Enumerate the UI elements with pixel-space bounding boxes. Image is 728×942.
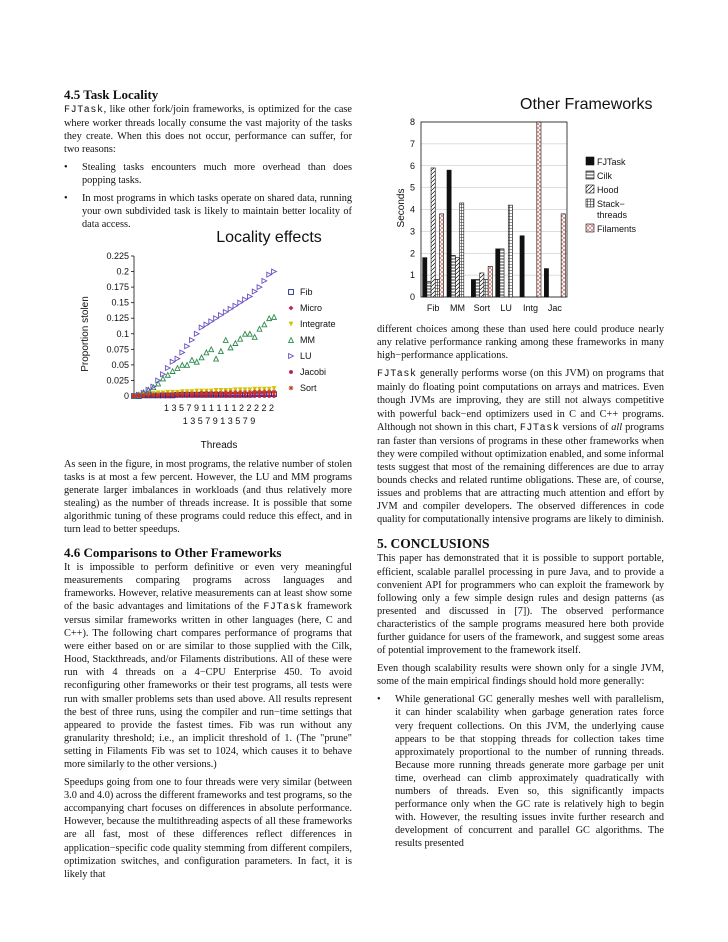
legend-entry [289, 383, 317, 393]
left-column-continued [64, 458, 352, 886]
data-point [257, 285, 262, 290]
data-point [243, 331, 248, 336]
comparisons-para-2: Speedups going from one to four threads were very similar (between 3.0 and 4.0) across the different frameworks and test programs, so the accompanying chart focuses on differences in absolute performance. However, because the multithreading aspects of all these frameworks are all fast, most of these differences reflect differences in application−specific code quality stemming from different compilers, optimization switches, and configuration parameters. In fact, it is likely that [64, 777, 352, 880]
y-tick-label: 7 [409, 138, 415, 149]
data-point [156, 392, 161, 397]
y-tick-label: 0.225 [106, 251, 129, 261]
data-point [223, 338, 228, 343]
emphasis: all [611, 421, 623, 433]
category-label: MM [450, 303, 465, 313]
data-point [194, 359, 199, 364]
data-point [204, 390, 209, 395]
legend-entry [586, 157, 626, 167]
chart-title: Other Frameworks [520, 96, 653, 113]
data-point [136, 393, 141, 398]
data-point [170, 392, 175, 397]
bar [435, 280, 439, 298]
code-fjtask: FJTask [64, 105, 104, 116]
comparisons-para-3: different choices among these than used here could produce nearly any relative performance ranking among these frameworks in many high−performance applications. [377, 324, 664, 362]
legend-label: Sort [300, 383, 317, 393]
bar [476, 280, 480, 298]
data-point [289, 370, 293, 374]
data-point [262, 394, 266, 398]
y-axis-label: Proportion stolen [80, 296, 91, 372]
bar [488, 266, 492, 297]
data-point [289, 290, 294, 295]
legend-swatch [586, 185, 594, 193]
data-point [175, 356, 180, 361]
section-heading-conclusions: 5. CONCLUSIONS [377, 536, 490, 552]
data-point [289, 306, 294, 311]
data-point [214, 390, 219, 395]
other-frameworks-chart [380, 90, 680, 322]
data-point [146, 392, 151, 397]
data-point [228, 345, 233, 350]
text-run: It is impossible to perform definitive or even very meaningful measurements comparing programs across languages and frameworks. However, relative measurements can at least show some of the basic advantages and limitations of the [64, 561, 352, 612]
comparisons-para-1 [64, 561, 352, 772]
conclusions-para-1: This paper has demonstrated that it is possible to support portable, efficient, scalable parallel processing in pure Java, and to provide a convenient API for programmers who can exploit the framework by following only a few simple design rules and design patterns (as presented and discussed in [7]). The observed performance characteristics of the sample programs measured here both provide further guidance for users of the framework, and suggest some areas of potential improvement to the framework itself. [377, 553, 664, 657]
data-point [180, 362, 185, 367]
conclusions-bullets [377, 693, 664, 850]
data-point [238, 300, 243, 305]
bullet-item: • In most programs in which tasks operate on shared data, running your own subdivided task is likely to maintain better locality of data access. [64, 192, 352, 231]
category-label: LU [500, 303, 512, 313]
data-point [161, 392, 166, 397]
section-heading-comparisons: 4.6 Comparisons to Other Frameworks [64, 544, 282, 560]
data-point [214, 316, 219, 321]
y-tick-label: 0.1 [116, 328, 129, 339]
data-point [218, 349, 223, 354]
data-point [190, 358, 195, 363]
bar [451, 255, 455, 297]
legend-label: Micro [300, 303, 322, 313]
legend-swatch [586, 157, 594, 165]
data-point [289, 322, 294, 327]
data-point [272, 269, 277, 274]
category-label: Fib [426, 303, 440, 313]
data-point [141, 393, 146, 398]
legend-label: FJTask [597, 157, 626, 167]
legend-label: LU [300, 351, 312, 361]
bar [471, 280, 475, 298]
data-point [233, 303, 238, 308]
data-point [257, 389, 262, 394]
y-tick-label: 0 [123, 391, 129, 401]
data-point [253, 394, 257, 398]
data-point [262, 322, 267, 327]
data-point [252, 289, 257, 294]
legend-label: Jacobi [300, 367, 327, 377]
data-point [252, 389, 257, 394]
legend-entry [586, 171, 612, 181]
bar [480, 273, 484, 297]
y-tick-label: 3 [409, 226, 415, 237]
data-point [175, 392, 180, 397]
y-tick-label: 1 [409, 270, 415, 281]
x-axis-label: Threads [200, 440, 238, 451]
data-point [247, 294, 252, 299]
data-point [238, 336, 243, 341]
code-fjtask: FJTask [377, 369, 417, 381]
section-heading-task-locality: 4.5 Task Locality [64, 87, 159, 102]
text-run: generally performs worse (on this JVM) on programs that mainly do floating point computations on arrays and matrices. Even though JVMs are improving, they are still not always competitive with powerful back−end optimizers used in C and C++ programs. Although not shown in this chart, [377, 368, 664, 433]
locality-discussion: As seen in the figure, in most programs, the relative number of stolen tasks is at most a few percent. However, the LU and MM programs generate larger imbalances in workloads (and thus relatively more stealing) as the number of threads increase. It is possible that some algorithmic tuning of these programs could reduce this effect, and in turn lead to better speedups. [64, 459, 352, 536]
legend-entry [289, 287, 313, 297]
data-point [243, 390, 248, 395]
bar [544, 269, 548, 297]
data-point [257, 326, 262, 331]
category-label: Intg [522, 303, 539, 313]
y-axis-label: Seconds [396, 188, 407, 228]
legend-entry [586, 199, 628, 220]
data-point [199, 390, 204, 395]
y-tick-label: 8 [409, 117, 415, 127]
data-point [262, 389, 267, 394]
bar [447, 170, 451, 297]
bar [496, 249, 500, 297]
y-tick-label: 0.15 [111, 297, 129, 308]
data-point [175, 366, 180, 371]
data-point [218, 313, 223, 318]
data-point [209, 347, 214, 352]
data-point [161, 376, 166, 381]
bullet-item: • Stealing tasks encounters much more overhead than does popping tasks. [64, 161, 352, 187]
legend-swatch [586, 171, 594, 179]
data-point [199, 325, 204, 330]
category-label: Sort [473, 303, 491, 313]
data-point [161, 372, 166, 377]
x-tick-row-1: 1 3 5 7 9 1 1 1 1 1 2 2 2 2 2 [163, 403, 275, 413]
data-point [209, 390, 214, 395]
legend-entry [289, 303, 322, 313]
data-point [247, 390, 252, 395]
bullet-item: • While generational GC generally meshes well with parallelism, it can hinder scalability when garbage generation rates force very frequent collections. On this JVM, the underlying cause appears to be that stopping threads for collection takes time approximately proportional to the number of running threads. Because more running threads generate more garbage per unit time, overhead can climb approximately quadratically with numbers of threads. Even so, this significantly impacts performance only when the GC rate is relatively high to begin with. However, the resulting issues invite further research and development of concurrent and parallel GC algorithms. The results presented [377, 693, 664, 850]
right-column [377, 323, 664, 854]
bar [537, 122, 541, 297]
locality-bullets [64, 161, 352, 230]
data-point [267, 272, 272, 277]
text-run: versions of [559, 421, 612, 433]
legend-label: Hood [597, 185, 619, 195]
y-tick-label: 2 [409, 248, 415, 259]
bar [423, 258, 427, 297]
legend-label: MM [300, 335, 315, 345]
data-point [228, 390, 233, 395]
bar [455, 258, 459, 297]
legend-swatch [586, 224, 594, 232]
data-point [214, 356, 219, 361]
code-fjtask: FJTask [519, 422, 560, 434]
left-column [64, 87, 352, 235]
comparisons-para-4 [377, 367, 664, 526]
data-point [272, 389, 277, 394]
data-point [233, 390, 238, 395]
legend-label: Stack− threads [597, 199, 628, 220]
legend-entry [289, 367, 326, 377]
data-point [289, 338, 294, 343]
bar [427, 282, 431, 297]
data-point [289, 354, 294, 359]
data-point [262, 278, 267, 283]
data-point [204, 322, 209, 327]
data-point [218, 390, 223, 395]
intro-text: , like other fork/join frameworks, is optimized for the case where worker threads locally consume the vast majority of the tasks they create. When this does not occur, performance can suffer, for two reasons: [64, 104, 352, 156]
data-point [247, 331, 252, 336]
data-point [170, 359, 175, 364]
data-point [267, 394, 271, 398]
data-point [272, 394, 276, 398]
bar [460, 203, 464, 297]
x-tick-row-2: 1 3 5 7 9 1 3 5 7 9 [182, 416, 256, 426]
y-tick-label: 0.025 [106, 375, 129, 386]
locality-effects-chart [64, 226, 364, 456]
data-point [272, 315, 277, 320]
legend-entry [586, 185, 619, 195]
category-label: Jac [547, 303, 562, 313]
data-point [209, 319, 214, 324]
y-tick-label: 5 [409, 182, 415, 193]
data-point [165, 392, 170, 397]
data-point [267, 389, 272, 394]
data-point [252, 334, 257, 339]
legend-label: Cilk [597, 171, 612, 181]
legend-swatch [586, 199, 594, 207]
legend-label: Fib [300, 287, 313, 297]
bar [500, 249, 504, 297]
bar [439, 214, 443, 297]
legend-entry [289, 351, 312, 361]
data-point [170, 369, 175, 374]
bar [561, 214, 565, 297]
y-tick-label: 6 [409, 160, 415, 171]
bar [508, 205, 512, 297]
text-run: framework versus similar frameworks written in other languages (here, C and C++). The following chart compares performance of programs that were either based on or are similar to those supplied with the Cilk, Hood, Stackthreads, and/or Filaments distributions. All of these were run with 4 threads on a 4−CPU Enterprise 450. To avoid reconfiguring other frameworks or their test programs, all tests were run with smaller problems sets than used above. All results represent the best of three runs, using the compiler and run−time settings that appeared to provide the fastest times. Fib was run without any granularity threshold; i.e., an implicit threshold of 1. (The "prune" setting in Filaments Fib was set to 1024, which causes it to behave more similarly to the other versions.) [64, 600, 352, 770]
data-point [132, 394, 137, 399]
bar [431, 168, 435, 297]
conclusions-para-2: Even though scalability results were shown only for a single JVM, some of the main empirical findings should hold more generally: [377, 663, 664, 688]
legend-entry [586, 224, 637, 234]
y-tick-label: 0.2 [116, 266, 129, 277]
data-point [199, 355, 204, 360]
data-point [165, 372, 170, 377]
data-point [233, 341, 238, 346]
legend-entry [289, 335, 315, 345]
data-point [238, 390, 243, 395]
data-point [185, 344, 190, 349]
data-point [289, 386, 294, 391]
data-point [185, 362, 190, 367]
legend-label: Integrate [300, 319, 336, 329]
data-point [243, 297, 248, 302]
y-tick-label: 0.175 [106, 282, 129, 293]
chart-title: Locality effects [216, 229, 322, 246]
data-point [165, 366, 170, 371]
data-point [258, 394, 262, 398]
data-point [190, 338, 195, 343]
data-point [267, 316, 272, 321]
data-point [194, 331, 199, 336]
y-tick-label: 0.125 [106, 313, 129, 324]
task-locality-intro [64, 103, 352, 156]
y-tick-label: 0.05 [111, 359, 129, 370]
text-run: programs ran faster than versions of programs in these other frameworks when they were compiled without optimization enabled, and some informal tests suggest that most of the remaining differences are due to array bounds checks and related runtime obligations. These are, of course, issues and problems that are attracting much attention and effort by JVM and compiler developers. The observed differences in code quality for computationally intensive programs are likely to diminish. [377, 421, 665, 526]
data-point [204, 350, 209, 355]
bar [520, 236, 524, 297]
legend-label: Filaments [597, 224, 637, 234]
y-tick-label: 4 [409, 204, 415, 215]
y-tick-label: 0.075 [106, 344, 129, 355]
legend-entry [289, 319, 336, 329]
data-point [223, 310, 228, 315]
code-fjtask: FJTask [263, 601, 303, 613]
bar [484, 280, 488, 298]
y-tick-label: 0 [409, 292, 415, 302]
data-point [228, 306, 233, 311]
data-point [180, 350, 185, 355]
